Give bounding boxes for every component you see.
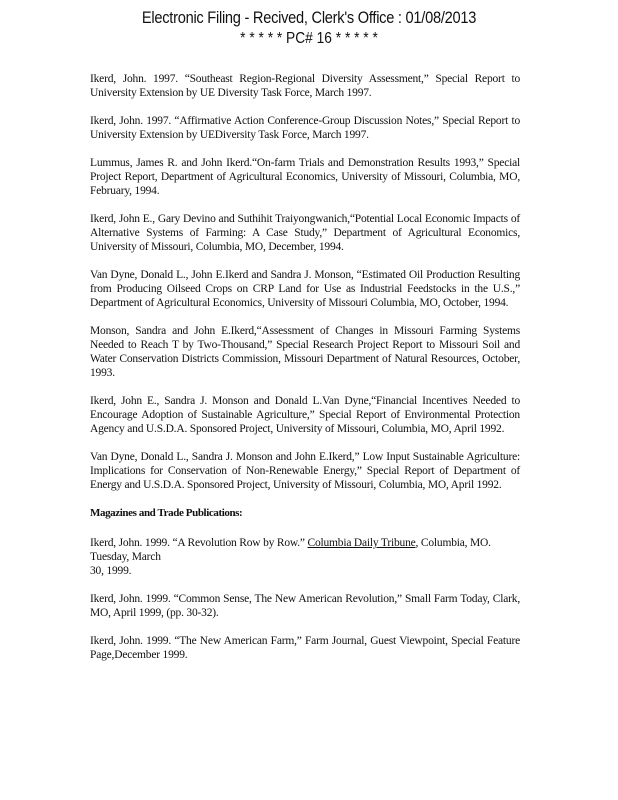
reference-entry: Van Dyne, Donald L., Sandra J. Monson and John E.Ikerd,” Low Input Sustainable Agriculture: Implications for Conservation of Non-Renewable Energy,” Special Report of Department of Energy and U.S.D.A. Sponsored Project, University of Missouri, Columbia, MO, April 1992. [90, 451, 520, 491]
magazine-entry-text: , Columbia, MO. Tuesday, March [90, 537, 491, 563]
document-body [90, 72, 520, 676]
reference-entry: Van Dyne, Donald L., John E.Ikerd and Sandra J. Monson, “Estimated Oil Production Resulting from Producing Oilseed Crops on CRP Land for Use as Industrial Feedstocks in the U.S.,” Department of Agricultural Economics, University of Missouri Columbia, MO, October, 1994. [90, 269, 520, 309]
reference-entry: Monson, Sandra and John E.Ikerd,“Assessment of Changes in Missouri Farming Systems Needed to Reach T by Two-Thousand,” Special Research Project Report to Missouri Soil and Water Conservation Districts Commission, Missouri Department of Natural Resources, October, 1993. [90, 325, 520, 379]
magazine-entry: Ikerd, John. 1999. “Common Sense, The New American Revolution,” Small Farm Today, Clark, MO, April 1999, (pp. 30-32). [90, 593, 520, 619]
magazine-entry-text: Ikerd, John. 1999. “A Revolution Row by Row.” [90, 537, 308, 549]
filing-header [0, 8, 618, 48]
publication-title: Columbia Daily Tribune [307, 537, 416, 549]
magazine-entry: Ikerd, John. 1999. “The New American Farm,” Farm Journal, Guest Viewpoint, Special Feature Page,December 1999. [90, 635, 520, 661]
magazine-entry-date: 30, 1999. [90, 565, 132, 577]
reference-entry: Ikerd, John E., Gary Devino and Suthihit Traiyongwanich,“Potential Local Economic Impacts of Alternative Systems of Farming: A Case Study,” Department of Agricultural Economics, University of Missouri, Columbia, MO, December, 1994. [90, 213, 520, 253]
reference-entry: Lummus, James R. and John Ikerd.“On-farm Trials and Demonstration Results 1993,” Special Project Report, Department of Agricultural Economics, University of Missouri, Columbia, MO, February, 1994. [90, 157, 520, 197]
reference-entry: Ikerd, John E., Sandra J. Monson and Donald L.Van Dyne,“Financial Incentives Needed to Encourage Adoption of Sustainable Agriculture,” Special Report of Environmental Protection Agency and U.S.D.A. Sponsored Project, University of Missouri, Columbia, MO, April 1992. [90, 395, 520, 435]
pc-number: * * * * * PC# 16 * * * * * [240, 30, 378, 47]
reference-entry: Ikerd, John. 1997. “Affirmative Action Conference-Group Discussion Notes,” Special Report to University Extension by UEDiversity Task Force, March 1997. [90, 115, 520, 141]
reference-entry: Ikerd, John. 1997. “Southeast Region-Regional Diversity Assessment,” Special Report to University Extension by UE Diversity Task Force, March 1997. [90, 73, 520, 99]
section-heading: Magazines and Trade Publications: [90, 507, 243, 519]
magazine-entry [90, 536, 520, 578]
filing-title: Electronic Filing - Recived, Clerk's Office : 01/08/2013 [141, 8, 477, 27]
